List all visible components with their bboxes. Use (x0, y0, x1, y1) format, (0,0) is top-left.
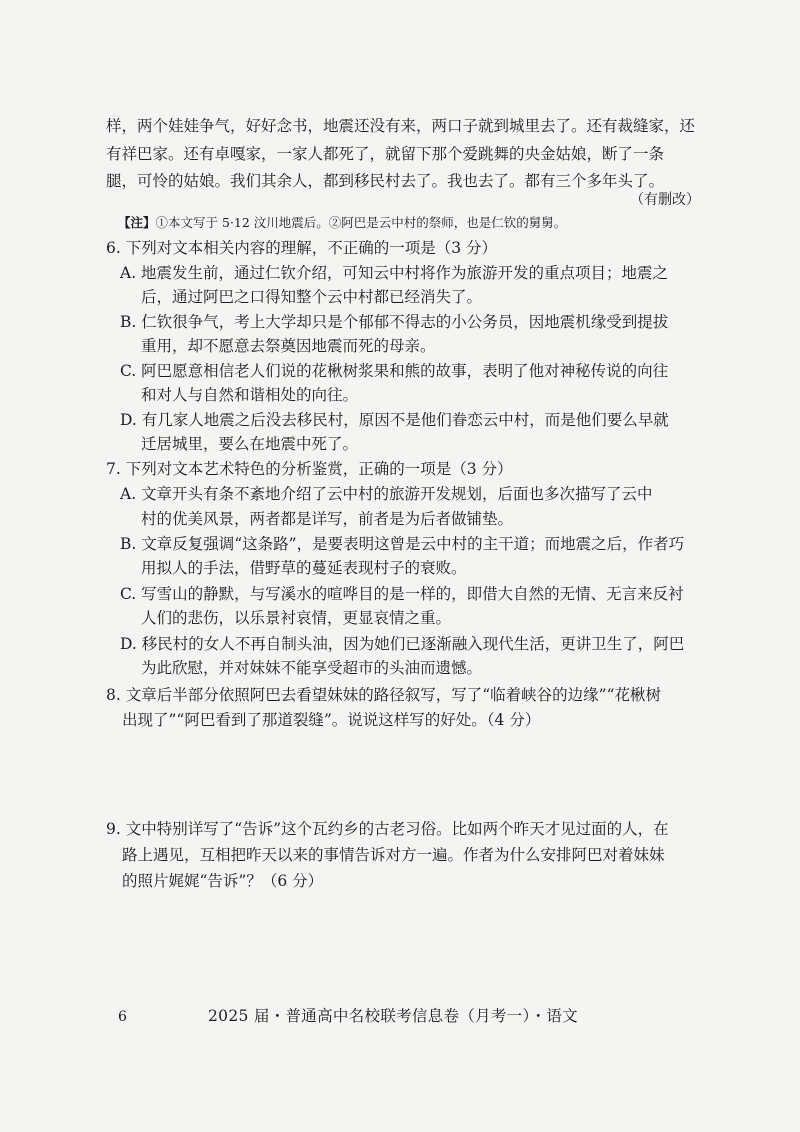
q6-option-a: A. 地震发生前，通过仁钦介绍，可知云中村将作为旅游开发的重点项目；地震之 (120, 264, 669, 282)
passage-line: 样，两个娃娃争气，好好念书，地震还没有来，两口子就到城里去了。还有裁缝家，还 (106, 117, 696, 135)
q7-option-b: B. 文章反复强调“这条路”，是要表明这曾是云中村的主干道；而地震之后，作者巧 (120, 535, 685, 553)
q7-option-a: A. 文章开头有条不紊地介绍了云中村的旅游开发规划，后面也多次描写了云中 (120, 485, 653, 503)
q6-option-a-cont: 后，通过阿巴之口得知整个云中村都已经消失了。 (141, 288, 483, 306)
q6-option-d: D. 有几家人地震之后没去移民村，原因不是他们眷恋云中村，而是他们要么早就 (120, 411, 669, 429)
annotation (118, 213, 566, 233)
passage-line: 有祥巴家。还有卓嘎家，一家人都死了，就留下那个爱跳舞的央金姑娘，断了一条 (106, 145, 665, 163)
annotation-label: 【注】 (118, 215, 156, 230)
q6-option-c: C. 阿巴愿意相信老人们说的花楸树浆果和熊的故事，表明了他对神秘传说的向往 (120, 362, 669, 380)
q7-option-c-cont: 人们的悲伤，以乐景衬哀情，更显哀情之重。 (141, 609, 452, 627)
q7-option-a-cont: 村的优美风景，两者都是详写，前者是为后者做铺垫。 (141, 510, 514, 528)
q6-option-b: B. 仁钦很争气，考上大学却只是个郁郁不得志的小公务员，因地震机缘受到提拔 (120, 313, 669, 331)
q6-option-d-cont: 迁居城里，要么在地震中死了。 (141, 435, 359, 453)
q7-option-d: D. 移民村的女人不再自制头油，因为她们已逐渐融入现代生活，更讲卫生了，阿巴 (120, 635, 685, 653)
question-6-stem: 6. 下列对文本相关内容的理解，不正确的一项是（3 分） (106, 239, 498, 257)
question-7-stem: 7. 下列对文本艺术特色的分析鉴赏，正确的一项是（3 分） (106, 460, 513, 478)
q7-option-c: C. 写雪山的静默，与写溪水的喧哗目的是一样的，即借大自然的无情、无言来反衬 (120, 585, 684, 603)
annotation-text: ①本文写于 5·12 汶川地震后。②阿巴是云中村的祭师，也是仁钦的舅舅。 (155, 215, 567, 230)
question-9-stem-cont2: 的照片娓娓“告诉”？（6 分） (122, 872, 324, 890)
footer-title: 2025 届・普通高中名校联考信息卷（月考一）・语文 (208, 1007, 578, 1025)
q7-option-d-cont: 为此欣慰，并对妹妹不能享受超市的头油而遗憾。 (141, 659, 483, 677)
page-number: 6 (118, 1009, 127, 1025)
source-note: （有删改） (630, 192, 700, 208)
question-9-stem-cont: 路上遇见，互相把昨天以来的事情告诉对方一遍。作者为什么安排阿巴对着妹妹 (122, 846, 665, 864)
q6-option-b-cont: 重用，却不愿意去祭奠因地震而死的母亲。 (141, 337, 436, 355)
question-9-stem: 9. 文中特别详写了“告诉”这个瓦约乡的古老习俗。比如两个昨天才见过面的人，在 (106, 820, 669, 838)
question-8-stem: 8. 文章后半部分依照阿巴去看望妹妹的路径叙写，写了“临着峡谷的边缘”“花楸树 (106, 686, 661, 704)
q7-option-b-cont: 用拟人的手法，借野草的蔓延表现村子的衰败。 (141, 559, 467, 577)
passage-line: 腿，可怜的姑娘。我们其余人，都到移民村去了。我也去了。都有三个多年头了。 (106, 172, 665, 190)
question-8-stem-cont: 出现了”“阿巴看到了那道裂缝”。说说这样写的好处。（4 分） (122, 711, 541, 729)
q6-option-c-cont: 和对人与自然和谐相处的向往。 (141, 386, 359, 404)
